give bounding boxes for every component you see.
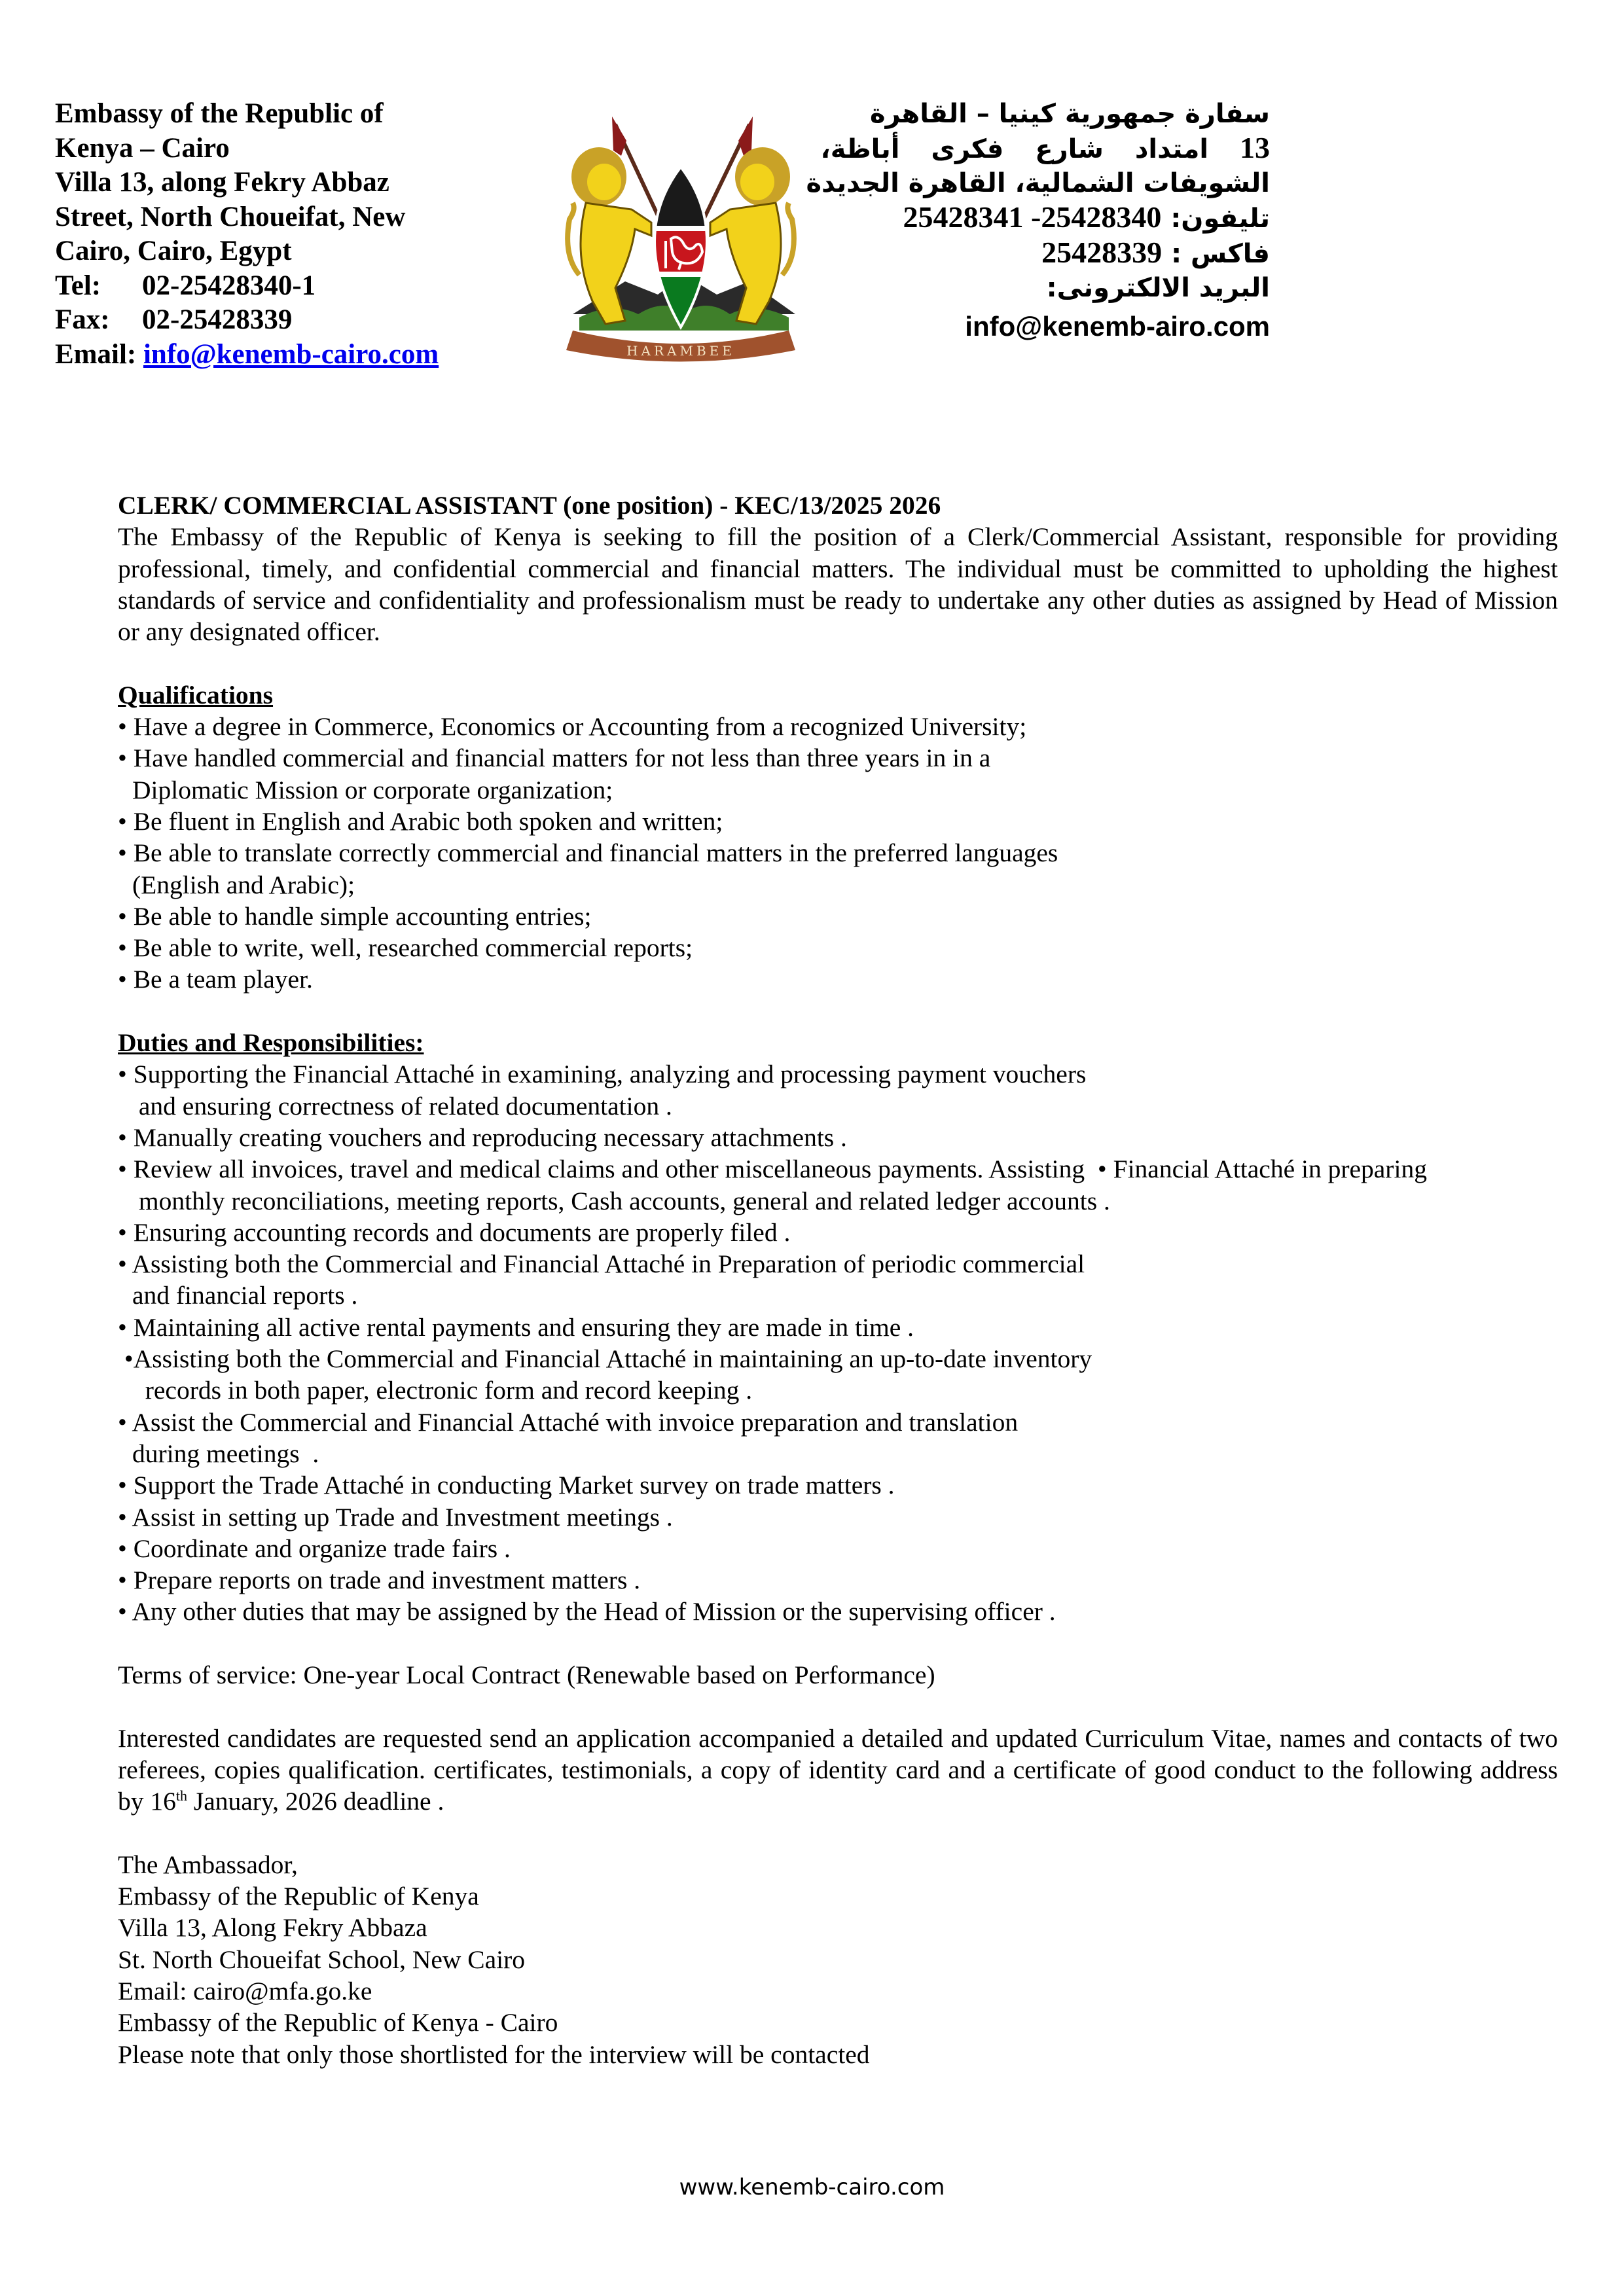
application-text: Interested candidates are requested send an application accompanied a detailed and updated Curriculum Vitae, names and contacts of two referees, copies qualification. certificates, testimonials, a copy of identity card and a certificate of good conduct to the following address by 16 xyxy=(118,1723,1558,1816)
list-item-text: • Have a degree in Commerce, Economics or Accounting from a recognized University; xyxy=(118,712,1027,742)
email-link[interactable]: info@kenemb-cairo.com xyxy=(143,338,439,370)
address-line: Email: cairo@mfa.go.ke xyxy=(118,1976,372,2005)
header-contact-arabic xyxy=(772,97,1270,348)
list-item-text: • Any other duties that may be assigned by the Head of Mission or the supervising officer . xyxy=(118,1597,1056,1626)
list-item xyxy=(118,1564,1558,1596)
list-item xyxy=(118,742,1558,806)
list-item xyxy=(118,711,1558,742)
embassy-name-line-2: Kenya – Cairo xyxy=(55,132,230,164)
list-item xyxy=(118,1122,1558,1153)
address-line: The Ambassador, xyxy=(118,1850,298,1879)
footer-website[interactable]: www.kenemb-cairo.com xyxy=(679,2174,945,2200)
address-arabic-line-2: الشويفات الشمالية، القاهرة الجديدة xyxy=(806,168,1270,198)
list-item-text: • Be fluent in English and Arabic both spoken and written; xyxy=(118,806,723,836)
list-item xyxy=(118,1501,1558,1533)
list-item-text: • Review all invoices, travel and medical claims and other miscellaneous payments. Assisting • Financial Attaché in preparing xyxy=(118,1155,1427,1184)
list-item-text: • Be a team player. xyxy=(118,965,313,994)
deadline-text: January, 2026 deadline . xyxy=(187,1787,444,1816)
fax-value: 02-25428339 xyxy=(142,304,293,335)
embassy-name-line: Embassy of the Republic of xyxy=(55,98,384,129)
tel-row xyxy=(55,269,469,304)
list-item xyxy=(118,1596,1558,1627)
terms-of-service: Terms of service: One-year Local Contract (Renewable based on Performance) xyxy=(118,1660,935,1689)
list-item-text: • Ensuring accounting records and documents are properly filed . xyxy=(118,1217,791,1247)
job-title: CLERK/ COMMERCIAL ASSISTANT (one position) - KEC/13/2025 2026 xyxy=(118,491,941,520)
mailing-address xyxy=(118,1849,1558,2070)
address-line: Embassy of the Republic of Kenya xyxy=(118,1882,479,1911)
email-label-arabic: البريد الالكترونى: xyxy=(1046,273,1270,303)
fax-value-arabic: 25428339 xyxy=(1041,236,1163,269)
tel-value: 02-25428340-1 xyxy=(142,270,316,301)
list-item-text: • Assist in setting up Trade and Investment meetings . xyxy=(118,1502,673,1532)
phone-label-arabic: تليفون: xyxy=(1170,204,1270,234)
list-item-text: • Supporting the Financial Attaché in examining, analyzing and processing payment vouchers xyxy=(118,1060,1087,1089)
application-instructions xyxy=(118,1723,1558,1818)
villa-number: 13 xyxy=(1240,131,1270,164)
address-line: Villa 13, Along Fekry Abbaza xyxy=(118,1913,427,1943)
email-value-arabic: info@kenemb-airo.com xyxy=(965,311,1270,342)
list-item-text: • Be able to handle simple accounting entries; xyxy=(118,901,592,931)
motto-text: HARAMBEE xyxy=(626,343,735,359)
fax-arabic-row xyxy=(772,236,1270,271)
list-item-text: • Support the Trade Attaché in conducting Market survey on trade matters . xyxy=(118,1471,895,1500)
list-item xyxy=(118,1153,1558,1217)
list-item xyxy=(118,1407,1558,1470)
list-item-text: • Be able to translate correctly commercial and financial matters in the preferred languages xyxy=(118,838,1058,868)
list-item xyxy=(118,1533,1558,1564)
address-line-3: Cairo, Cairo, Egypt xyxy=(55,236,292,266)
list-item-text: • Have handled commercial and financial matters for not less than three years in in a xyxy=(118,744,991,773)
list-item-continuation: Diplomatic Mission or corporate organization; xyxy=(132,775,613,804)
address-arabic-line-1 xyxy=(772,131,1270,166)
duties-heading: Duties and Responsibilities: xyxy=(118,1028,424,1058)
list-item xyxy=(118,901,1558,932)
address-line-2: Street, North Choueifat, New xyxy=(55,201,406,232)
qualifications-list xyxy=(118,711,1558,996)
address-line-1: Villa 13, along Fekry Abbaz xyxy=(55,167,389,198)
list-item-continuation: records in both paper, electronic form and record keeping . xyxy=(132,1376,753,1405)
list-item-continuation: during meetings . xyxy=(132,1439,319,1468)
ordinal-suffix: th xyxy=(175,1787,187,1804)
list-item xyxy=(118,932,1558,963)
address-line: Embassy of the Republic of Kenya - Cairo xyxy=(118,2008,558,2037)
list-item-continuation: and financial reports . xyxy=(132,1281,358,1310)
list-item xyxy=(118,1343,1558,1407)
list-item xyxy=(118,963,1558,995)
email-row xyxy=(55,338,469,372)
list-item-text: • Coordinate and organize trade fairs . xyxy=(118,1534,511,1563)
list-item xyxy=(118,1469,1558,1501)
list-item-text: • Maintaining all active rental payments and ensuring they are made in time . xyxy=(118,1312,914,1342)
street-arabic: امتداد شارع فكرى أباظة، xyxy=(820,134,1209,164)
tel-label: Tel: xyxy=(55,270,101,301)
phone-value-arabic: 25428341 -25428340 xyxy=(903,200,1162,234)
embassy-name-arabic: سفارة جمهورية كينيا – القاهرة xyxy=(870,99,1270,129)
fax-label: Fax: xyxy=(55,304,110,335)
list-item xyxy=(118,1058,1558,1122)
fax-row xyxy=(55,303,469,338)
list-item-text: • Manually creating vouchers and reproducing necessary attachments . xyxy=(118,1122,847,1152)
job-intro-paragraph: The Embassy of the Republic of Kenya is seeking to fill the position of a Clerk/Commercial Assistant, responsible for providing professional, timely, and confidential commercial and financial matters. The individual must be committed to upholding the highest standards of service and confidentiality and professionalism must be ready to undertake any other duties as assigned by Head of Mission or any designated officer. xyxy=(118,522,1558,647)
list-item xyxy=(118,806,1558,837)
phone-arabic-row xyxy=(772,200,1270,236)
list-item-continuation: (English and Arabic); xyxy=(132,870,355,899)
list-item-text: • Prepare reports on trade and investment matters . xyxy=(118,1566,641,1595)
address-line: Please note that only those shortlisted for the interview will be contacted xyxy=(118,2039,870,2069)
list-item-continuation: and ensuring correctness of related documentation . xyxy=(132,1091,672,1121)
kenya-coat-of-arms-logo xyxy=(553,105,808,367)
list-item xyxy=(118,1217,1558,1248)
list-item-text: •Assisting both the Commercial and Financial Attaché in maintaining an up-to-date inventory xyxy=(118,1344,1092,1374)
list-item-continuation: monthly reconciliations, meeting reports, Cash accounts, general and related ledger accounts . xyxy=(132,1186,1110,1215)
email-label: Email: xyxy=(55,338,137,370)
list-item xyxy=(118,837,1558,901)
list-item-text: • Be able to write, well, researched commercial reports; xyxy=(118,933,693,963)
qualifications-heading: Qualifications xyxy=(118,680,274,709)
fax-label-arabic: فاكس : xyxy=(1171,239,1270,269)
header-contact-english xyxy=(55,97,469,372)
list-item-text: • Assisting both the Commercial and Financial Attaché in Preparation of periodic commercial xyxy=(118,1249,1085,1279)
job-advert-body xyxy=(118,490,1558,2070)
address-line: St. North Choueifat School, New Cairo xyxy=(118,1945,526,1974)
duties-list xyxy=(118,1058,1558,1627)
list-item xyxy=(118,1248,1558,1312)
list-item xyxy=(118,1312,1558,1343)
list-item-text: • Assist the Commercial and Financial Attaché with invoice preparation and translation xyxy=(118,1407,1019,1437)
